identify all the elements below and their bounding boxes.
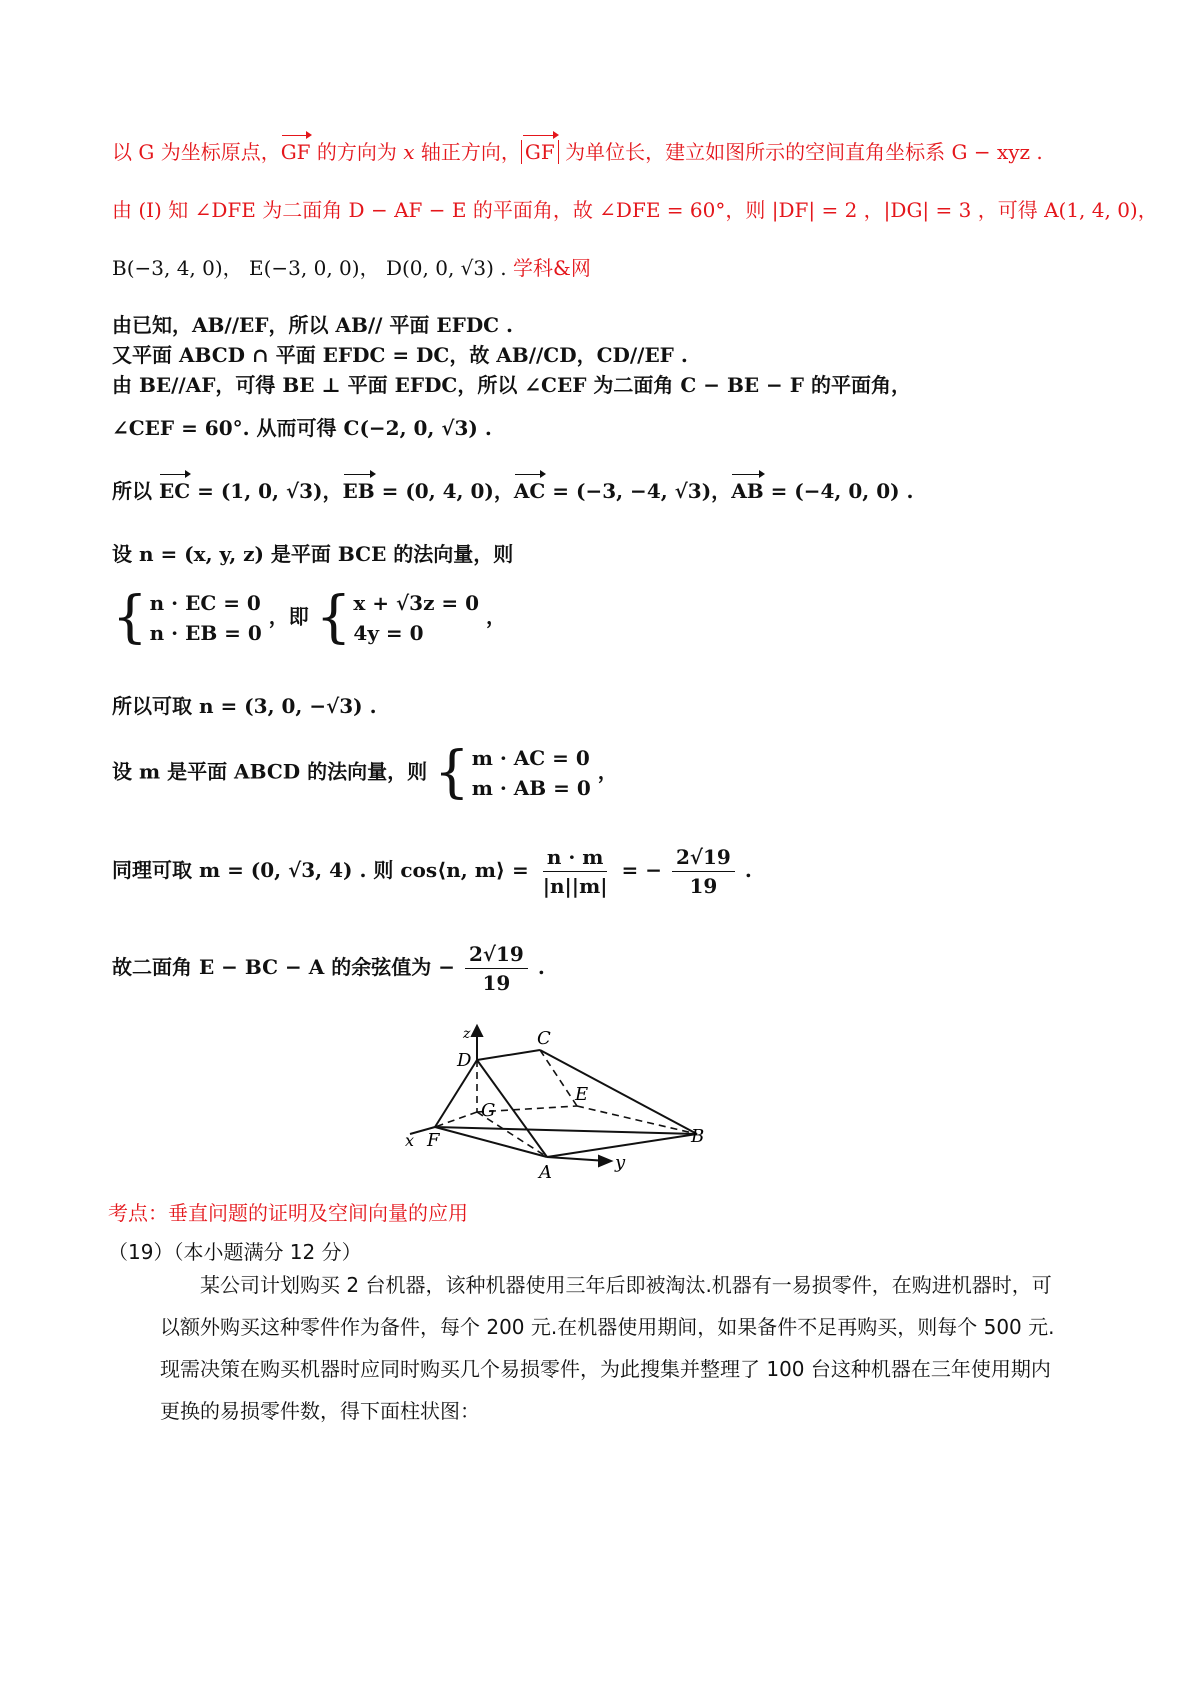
text: ， [486, 604, 506, 629]
denominator: 19 [689, 874, 718, 898]
label-c: C [537, 1028, 551, 1049]
vector-ec: EC [158, 479, 191, 503]
text: 设 m 是平面 ABCD 的法向量，则 [112, 759, 428, 784]
label-a: A [539, 1162, 552, 1183]
edge-cb [540, 1050, 697, 1134]
edge-fb [435, 1127, 697, 1134]
text: = (−3, −4, √3)， [545, 479, 732, 503]
numerator: 2√19 [465, 942, 528, 969]
vector-gf: GF [280, 140, 311, 164]
text: = (−4, 0, 0) . [763, 479, 914, 503]
text: = − [621, 858, 662, 882]
rows [472, 746, 591, 800]
edge-eb [577, 1106, 697, 1134]
numerator: n · m [543, 845, 608, 872]
edge-fa [435, 1127, 547, 1157]
solution-line-1: 由已知，AB//EF，所以 AB// 平面 EFDC . [112, 313, 514, 337]
text: . [537, 955, 545, 979]
label-f: F [427, 1130, 440, 1151]
vector-ab: AB [731, 479, 764, 503]
text: . [744, 858, 752, 882]
vector-eb: EB [342, 479, 375, 503]
solution-line-6: 设 n = (x, y, z) 是平面 BCE 的法向量，则 [112, 542, 514, 566]
brace-group [112, 585, 262, 650]
solution-line-4: ∠CEF = 60°. 从而可得 C(−2, 0, √3) . [112, 416, 492, 440]
brace-group [434, 740, 591, 805]
equation: n · EC = 0 [149, 591, 261, 615]
text: ， [597, 759, 618, 784]
label-b: B [691, 1126, 705, 1147]
text: 以 G 为坐标原点， [112, 140, 281, 164]
label-e: E [575, 1084, 589, 1105]
label-d: D [457, 1050, 472, 1071]
vector-ac: AC [513, 479, 546, 503]
watermark-text: 学科&网 [513, 256, 591, 280]
red-line-2: 由 (I) 知 ∠DFE 为二面角 D − AF − E 的平面角，故 ∠DFE = 60°，则 |DF| = 2 ，|DG| = 3 ，可得 A(1, 4, 0)， [112, 198, 1158, 222]
label-g: G [481, 1100, 496, 1121]
denominator: 19 [482, 971, 511, 995]
abs-vector-gf: GF [521, 140, 559, 164]
equation: 4y = 0 [353, 621, 424, 645]
topic-note: 考点：垂直问题的证明及空间向量的应用 [108, 1201, 468, 1225]
label-z: z [463, 1026, 471, 1042]
fraction [465, 942, 528, 995]
text: 的方向为 [310, 140, 404, 164]
equation: n · EB = 0 [149, 621, 262, 645]
solution-line-7: 所以可取 n = (3, 0, −√3) . [112, 694, 377, 718]
solution-line-3: 由 BE//AF，可得 BE ⊥ 平面 EFDC，所以 ∠CEF 为二面角 C − BE − F 的平面角， [112, 373, 911, 397]
edge-dc [477, 1050, 540, 1060]
text: 为单位长，建立如图所示的空间直角坐标系 G − xyz . [558, 140, 1043, 164]
numerator: 2√19 [672, 845, 735, 872]
equation: x + √3z = 0 [353, 591, 480, 615]
solution-line-2: 又平面 ABCD ∩ 平面 EFDC = DC，故 AB//CD，CD//EF . [112, 343, 688, 367]
brace-icon: { [434, 740, 470, 805]
brace-icon: { [315, 585, 352, 650]
var-x: x [403, 140, 415, 164]
text: 所以 [112, 479, 159, 503]
solution-line-5 [112, 475, 914, 504]
equation: m · AC = 0 [471, 746, 590, 770]
edge-ce [540, 1050, 577, 1106]
fraction [672, 845, 735, 898]
system-2 [112, 740, 618, 805]
equation: m · AB = 0 [471, 776, 591, 800]
red-line-1 [112, 136, 1043, 165]
text: 同理可取 m = (0, √3, 4) . 则 cos⟨n, m⟩ = [112, 858, 529, 882]
rows [353, 591, 479, 645]
coordinates: B(−3, 4, 0)， E(−3, 0, 0)， D(0, 0, √3) . [112, 256, 507, 280]
system-1 [112, 585, 506, 650]
brace-icon: { [112, 585, 148, 650]
z-arrow-icon [472, 1026, 482, 1036]
text: ，即 [268, 604, 309, 629]
text: = (1, 0, √3)， [190, 479, 343, 503]
solution-line-8 [112, 845, 752, 898]
fraction [539, 845, 612, 898]
y-arrow-icon [599, 1156, 611, 1166]
brace-group [315, 585, 480, 650]
problem-text: 某公司计划购买 2 台机器，该种机器使用三年后即被淘汰.机器有一易损零件，在购进机器时，可以额外购买这种零件作为备件，每个 200 元.在机器使用期间，如果备件不足再购买，则每个 500 元.现需决策在购买机器时应同时购买几个易损零件，为此搜集并整理了 100 台这种机器在三年使用期内更换的易损零件数，得下面柱状图： [160, 1273, 1055, 1423]
geometry-figure [395, 1022, 725, 1192]
text: = (0, 4, 0)， [374, 479, 514, 503]
text: 故二面角 E − BC − A 的余弦值为 − [112, 955, 455, 979]
coordinates-line [112, 252, 591, 281]
label-y: y [615, 1152, 626, 1173]
problem-heading: （19）（本小题满分 12 分） [108, 1240, 362, 1264]
rows [150, 591, 262, 645]
text: 轴正方向， [414, 140, 521, 164]
denominator: |n||m| [542, 874, 608, 898]
edge-gf [435, 1112, 477, 1127]
solution-line-9 [112, 942, 545, 995]
label-x: x [405, 1131, 415, 1150]
